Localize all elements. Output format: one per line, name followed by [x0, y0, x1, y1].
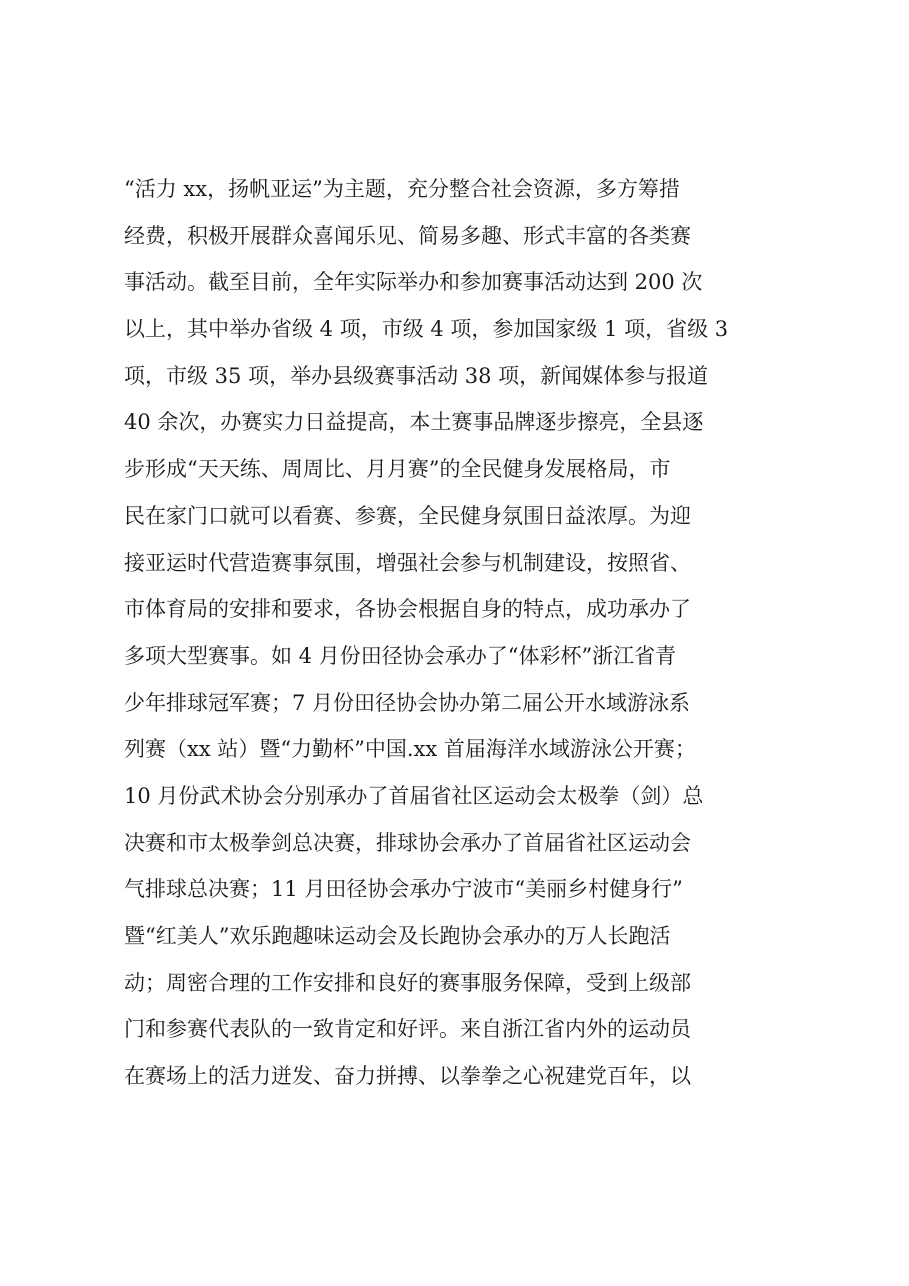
text-line: 经费，积极开展群众喜闻乐见、简易多趣、形式丰富的各类赛	[124, 223, 691, 248]
text-line: 气排球总决赛；11 月田径协会承办宁波市“美丽乡村健身行”	[124, 877, 683, 902]
text-line: 步形成“天天练、周周比、月月赛”的全民健身发展格局，市	[124, 457, 671, 482]
text-line: 接亚运时代营造赛事氛围，增强社会参与机制建设，按照省、	[124, 550, 691, 575]
text-line: 事活动。截至目前，全年实际举办和参加赛事活动达到 200 次	[124, 270, 703, 295]
text-line: 暨“红美人”欢乐跑趣味运动会及长跑协会承办的万人长跑活	[124, 924, 671, 948]
text-line: 多项大型赛事。如 4 月份田径协会承办了“体彩杯”浙江省青	[124, 643, 677, 668]
text-line: 门和参赛代表队的一致肯定和好评。来自浙江省内外的运动员	[124, 1017, 691, 1042]
text-line: 市体育局的安排和要求，各协会根据自身的特点，成功承办了	[124, 597, 691, 622]
text-line: 项，市级 35 项，举办县级赛事活动 38 项，新闻媒体参与报道	[124, 363, 709, 388]
text-line: “活力 xx，扬帆亚运”为主题，充分整合社会资源，多方筹措	[124, 177, 680, 201]
text-line: 10 月份武术协会分别承办了首届省社区运动会太极拳（剑）总	[124, 783, 704, 808]
text-line: 民在家门口就可以看赛、参赛，全民健身氛围日益浓厚。为迎	[124, 503, 691, 528]
text-line: 列赛（xx 站）暨“力勤杯”中国.xx 首届海洋水域游泳公开赛；	[124, 737, 696, 762]
text-line: 少年排球冠军赛；7 月份田径协会协办第二届公开水域游泳系	[124, 690, 691, 715]
text-line: 动；周密合理的工作安排和良好的赛事服务保障，受到上级部	[124, 970, 691, 995]
text-line: 40 余次，办赛实力日益提高，本土赛事品牌逐步擦亮，全县逐	[124, 410, 704, 435]
body-paragraph	[124, 166, 804, 1100]
text-line: 决赛和市太极拳剑总决赛，排球协会承办了首届省社区运动会	[124, 830, 691, 855]
text-line: 在赛场上的活力迸发、奋力拼搏、以拳拳之心祝建党百年，以	[124, 1064, 691, 1089]
text-line: 以上，其中举办省级 4 项，市级 4 项，参加国家级 1 项，省级 3	[124, 317, 729, 342]
